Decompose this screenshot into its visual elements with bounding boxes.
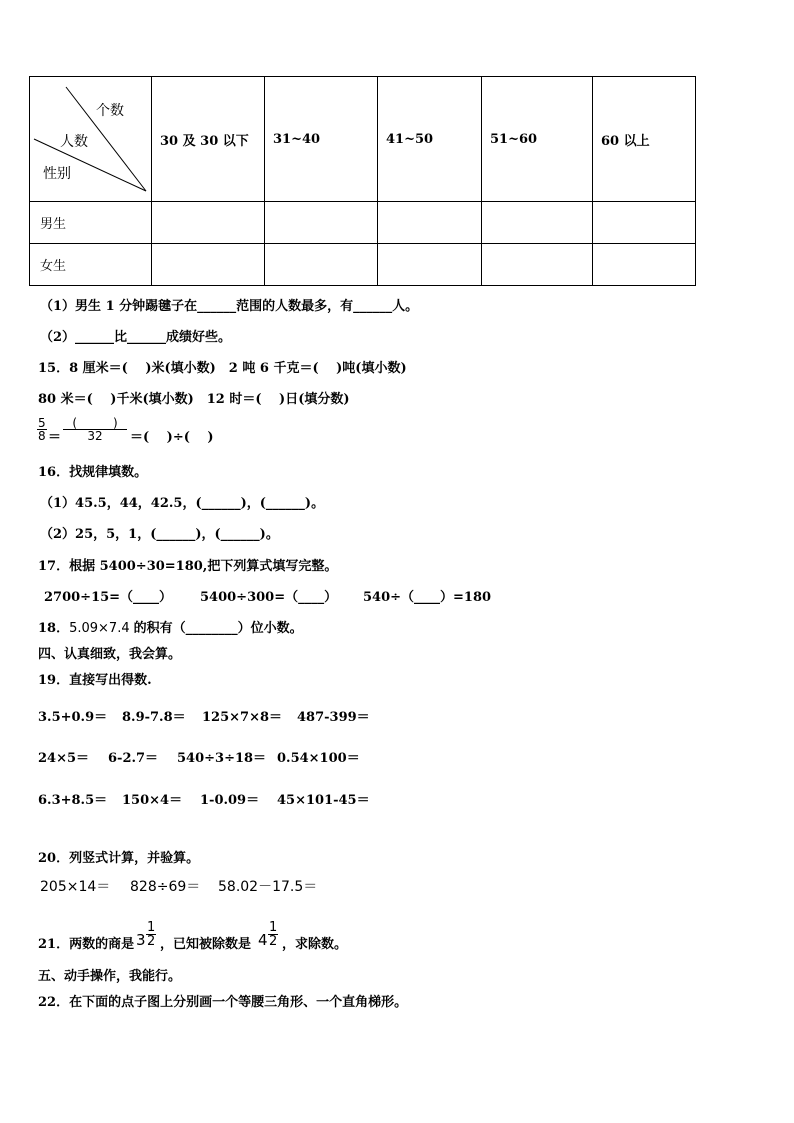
vertical-calc-item: 828÷69＝ <box>130 879 201 895</box>
problem-18 <box>38 617 303 636</box>
table-cell[interactable] <box>482 244 593 286</box>
row-label-cell: 女生 <box>30 244 152 286</box>
mixed-number-whole: 4 <box>258 931 268 949</box>
problem-18-expression: 5.09×7.4 <box>69 621 130 636</box>
question-1: （1）男生 1 分钟踢毽子在______范围的人数最多，有______人。 <box>40 299 419 314</box>
table-cell[interactable] <box>378 202 482 244</box>
calc-item: 45×101-45＝ <box>277 793 370 808</box>
data-table <box>29 76 696 286</box>
problem-15-line-1: 15．8 厘米＝( )米(填小数) 2 吨 6 千克＝( )吨(填小数) <box>38 361 407 376</box>
table-cell[interactable] <box>593 244 696 286</box>
vertical-calc-item: 58.02－17.5＝ <box>218 879 318 895</box>
equals-sign: ＝ <box>48 430 62 445</box>
section-5-heading: 五、动手操作，我能行。 <box>38 969 182 984</box>
problem-17-c: 540÷（____）=180 <box>363 590 492 605</box>
problem-19: 19．直接写出得数. <box>38 673 152 688</box>
problem-17: 17．根据 5400÷30=180,把下列算式填写完整。 <box>38 559 338 574</box>
problem-18-number: 18． <box>38 621 70 636</box>
problem-15-line-2: 80 米＝( )千米(填小数) 12 时＝( )日(填分数) <box>38 392 350 407</box>
calc-item: 150×4＝ <box>122 793 183 808</box>
problem-16-2: （2）25，5，1，(______)，(______)。 <box>40 527 279 542</box>
header-cell: 31~40 <box>265 77 378 202</box>
table-cell[interactable] <box>152 244 265 286</box>
calc-item: 0.54×100＝ <box>277 751 360 766</box>
calc-item: 540÷3÷18＝ <box>177 751 267 766</box>
problem-16: 16．找规律填数。 <box>38 465 148 480</box>
table-header-row <box>30 77 696 202</box>
problem-21-suffix: ，求除数。 <box>282 937 348 952</box>
table-cell[interactable] <box>152 202 265 244</box>
table-cell[interactable] <box>482 202 593 244</box>
table-cell[interactable] <box>265 244 378 286</box>
diag-label-people: 人数 <box>60 134 88 150</box>
problem-17-a: 2700÷15=（____） <box>44 590 173 605</box>
table-row <box>30 202 696 244</box>
vertical-calc-item: 205×14＝ <box>40 879 111 895</box>
problem-20: 20．列竖式计算，并验算。 <box>38 851 200 866</box>
fraction-blank-over-32: ( ) 32 <box>63 417 127 442</box>
calc-item: 3.5+0.9＝ <box>38 710 108 725</box>
fraction-five-eighths: $\frac{5}{8}$ <box>38 416 46 443</box>
header-cell: 30 及 30 以下 <box>152 77 265 202</box>
header-cell: 60 以上 <box>593 77 696 202</box>
table-cell[interactable] <box>593 202 696 244</box>
row-label-cell: 男生 <box>30 202 152 244</box>
calc-item: 125×7×8＝ <box>202 710 283 725</box>
header-cell: 51~60 <box>482 77 593 202</box>
table-cell[interactable] <box>265 202 378 244</box>
mixed-number-fraction: $\frac{1}{2}$ <box>269 920 278 949</box>
calc-item: 6.3+8.5＝ <box>38 793 108 808</box>
diagonal-header-cell <box>30 77 152 202</box>
question-2: （2）______比______成绩好些。 <box>40 330 232 345</box>
diag-label-count: 个数 <box>96 103 124 119</box>
division-blanks: ＝( )÷( ) <box>130 430 214 445</box>
calc-item: 6-2.7＝ <box>108 751 159 766</box>
calc-item: 8.9-7.8＝ <box>122 710 186 725</box>
mixed-number-fraction: $\frac{1}{2}$ <box>147 920 156 949</box>
problem-16-1: （1）45.5，44，42.5，(______)，(______)。 <box>40 496 325 511</box>
problem-17-b: 5400÷300=（____） <box>200 590 338 605</box>
calc-item: 487-399＝ <box>297 710 370 725</box>
table-row <box>30 244 696 286</box>
section-4-heading: 四、认真细致，我会算。 <box>38 647 182 662</box>
mixed-number-whole: 3 <box>136 931 146 949</box>
problem-18-text: 的积有（________）位小数。 <box>133 621 303 636</box>
header-cell: 41~50 <box>378 77 482 202</box>
calc-item: 1-0.09＝ <box>200 793 260 808</box>
problem-22: 22．在下面的点子图上分别画一个等腰三角形、一个直角梯形。 <box>38 995 408 1010</box>
table-cell[interactable] <box>378 244 482 286</box>
problem-21-middle: ，已知被除数是 <box>160 937 252 952</box>
problem-21-prefix: 21．两数的商是 <box>38 937 135 952</box>
diag-label-gender: 性别 <box>43 166 71 182</box>
calc-item: 24×5＝ <box>38 751 90 766</box>
